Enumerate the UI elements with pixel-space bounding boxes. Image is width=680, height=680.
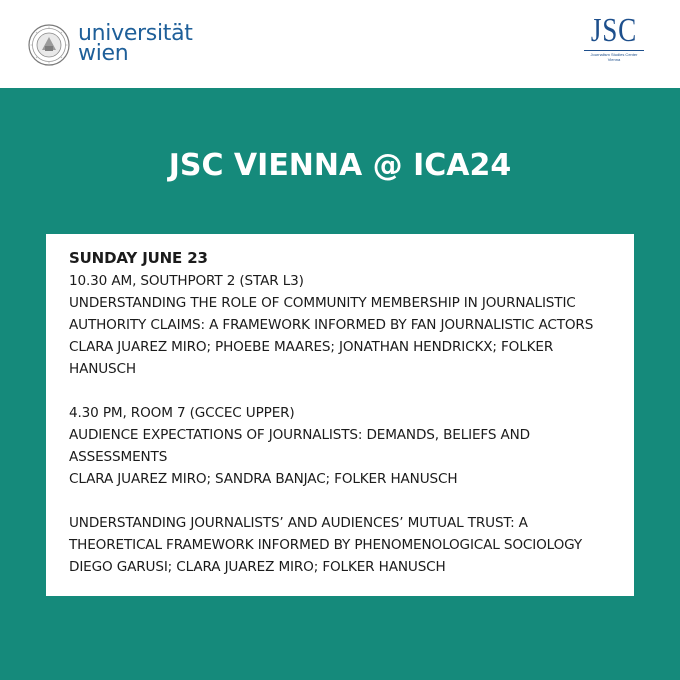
session1-title-line2: AUTHORITY CLAIMS: A FRAMEWORK INFORMED BY FAN JOURNALISTIC ACTORS xyxy=(69,317,594,333)
session2-title-line1: AUDIENCE EXPECTATIONS OF JOURNALISTS: DEMANDS, BELIEFS AND xyxy=(69,427,530,443)
session1-time-location: 10.30 AM, SOUTHPORT 2 (STAR L3) xyxy=(69,273,304,289)
schedule-card xyxy=(46,234,634,596)
session1-authors-line1: CLARA JUAREZ MIRO; PHOEBE MAARES; JONATHAN HENDRICKX; FOLKER xyxy=(69,339,554,355)
university-logo[interactable] xyxy=(28,21,193,68)
jsc-subtitle-line2: Vienna xyxy=(607,57,621,62)
university-name-line2: wien xyxy=(78,41,129,66)
session3-title-line1: UNDERSTANDING JOURNALISTS’ AND AUDIENCES’ MUTUAL TRUST: A xyxy=(69,515,528,531)
schedule-day: SUNDAY JUNE 23 xyxy=(69,249,208,267)
university-name-line1: universität xyxy=(78,21,193,46)
jsc-divider xyxy=(584,50,644,51)
jsc-mark: JSC xyxy=(590,12,638,49)
spacer xyxy=(69,380,629,402)
header xyxy=(0,0,680,88)
jsc-logo[interactable] xyxy=(583,14,645,76)
jsc-subtitle-line1: Journalism Studies Center xyxy=(590,52,638,57)
schedule-content xyxy=(69,246,629,578)
session3-title-line2: THEORETICAL FRAMEWORK INFORMED BY PHENOMENOLOGICAL SOCIOLOGY xyxy=(69,537,583,553)
university-seal-icon xyxy=(28,24,70,66)
session3-authors: DIEGO GARUSI; CLARA JUAREZ MIRO; FOLKER HANUSCH xyxy=(69,559,446,575)
page-title: JSC VIENNA @ ICA24 xyxy=(168,148,512,183)
session2-time-location: 4.30 PM, ROOM 7 (GCCEC UPPER) xyxy=(69,405,295,421)
session1-authors-line2: HANUSCH xyxy=(69,361,136,377)
session2-title-line2: ASSESSMENTS xyxy=(69,449,168,465)
session1-title-line1: UNDERSTANDING THE ROLE OF COMMUNITY MEMBERSHIP IN JOURNALISTIC xyxy=(69,295,576,311)
university-wordmark xyxy=(78,21,193,66)
spacer xyxy=(69,490,629,512)
session2-authors: CLARA JUAREZ MIRO; SANDRA BANJAC; FOLKER HANUSCH xyxy=(69,471,458,487)
